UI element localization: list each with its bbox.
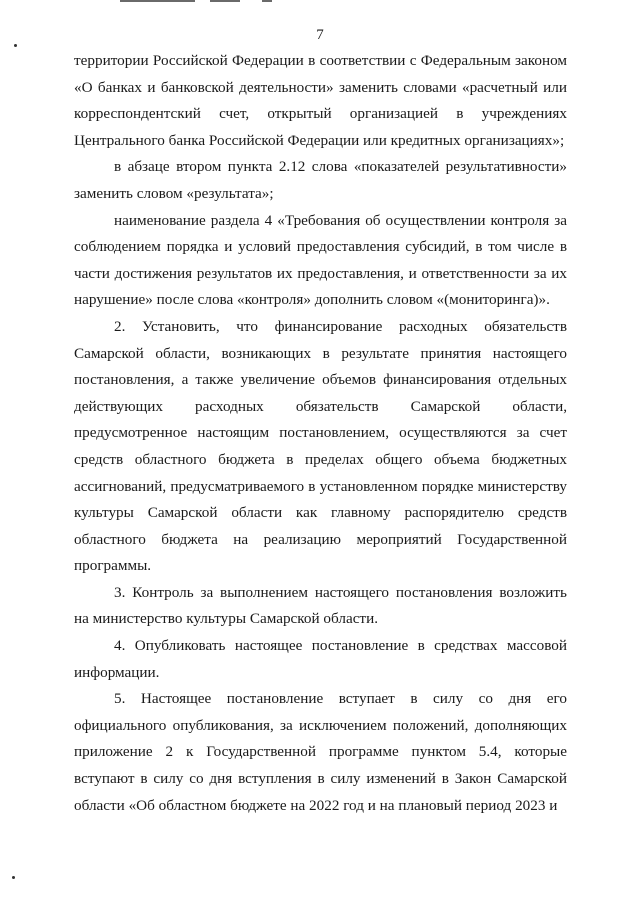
paragraph-6: 4. Опубликовать настоящее постановление в средствах массовой информации. [74, 637, 567, 681]
top-scan-line [262, 0, 272, 2]
document-body [74, 48, 567, 819]
scan-speck [12, 876, 15, 879]
paragraph-7: 5. Настоящее постановление вступает в силу со дня его официального опубликования, за исключением положений, дополняющих приложение 2 к Государственной программе пунктом 5.4, которые вступают в силу со дня вступления в силу изменений в Закон Самарской области «Об областном бюджете на 2022 год и на плановый период 2023 и [74, 690, 567, 814]
top-scan-line [120, 0, 195, 2]
top-scan-line [210, 0, 240, 2]
page-number: 7 [316, 27, 324, 43]
paragraph-5: 3. Контроль за выполнением настоящего постановления возложить на министерство культуры Самарской области. [74, 583, 567, 628]
scan-speck [14, 44, 17, 47]
paragraph-3: наименование раздела 4 «Требования об осуществлении контроля за соблюдением порядка и условий предоставления субсидий, в том числе в части достижения результатов их предоставления, и ответственности за их нарушение» после слова «контроля» дополнить словом «(мониторинга)». [74, 211, 567, 309]
paragraph-1: территории Российской Федерации в соответствии с Федеральным законом «О банках и банковской деятельности» заменить словами «расчетный или корреспондентский счет, открытый организацией в учреждениях Центрального банка Российской Федерации или кредитных организациях»; [74, 52, 567, 149]
paragraph-4: 2. Установить, что финансирование расходных обязательств Самарской области, возникающих в результате принятия настоящего постановления, а также увеличение объемов финансирования отдельных действующих расходных обязательств Самарской области, предусмотренное настоящим постановлением, осуществляются за счет средств областного бюджета в пределах общего объема бюджетных ассигнований, предусматриваемого в установленном порядке министерству культуры Самарской области как главному распорядителю средств областного бюджета на реализацию мероприятий Государственной программы. [74, 317, 567, 575]
paragraph-2: в абзаце втором пункта 2.12 слова «показателей результативности» заменить словом «результата»; [74, 158, 567, 202]
